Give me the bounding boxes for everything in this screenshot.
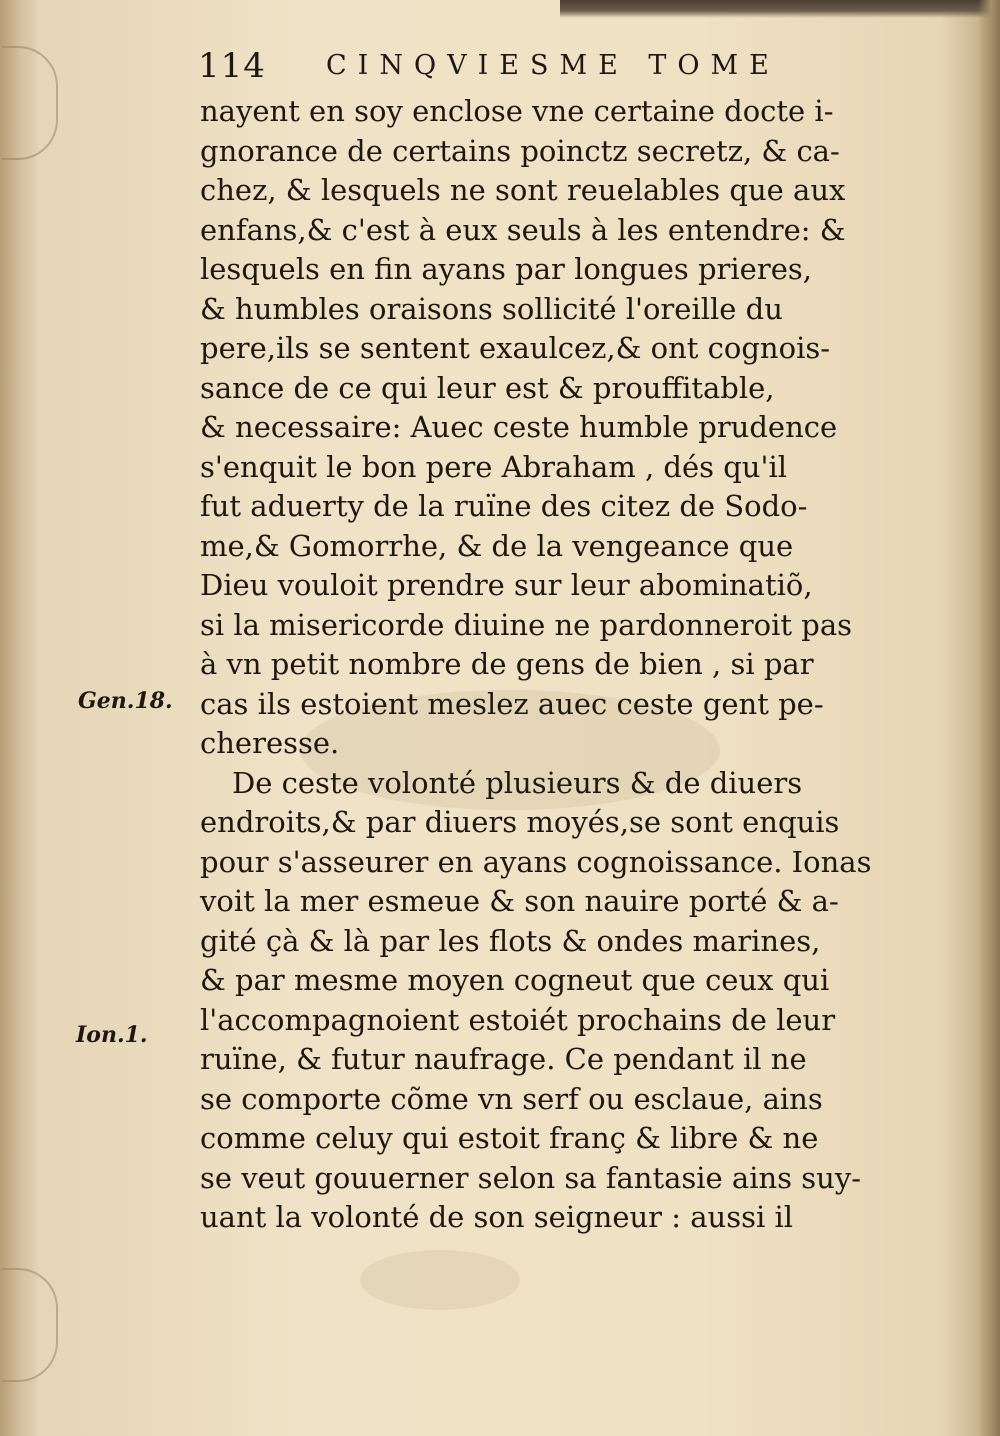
text-line: cas ils estoient meslez auec ceste gent pe- (200, 686, 824, 721)
text-line: ruïne, & futur naufrage. Ce pendant il ne (200, 1042, 807, 1076)
text-line: enfans,& c'est à eux seuls à les entendre: & (200, 212, 846, 247)
text-line: Dieu vouloit prendre sur leur abominatiõ, (200, 568, 813, 602)
text-line: gité çà & là par les flots & ondes marines, (200, 923, 821, 958)
marginal-note: Gen.18. (78, 688, 173, 714)
running-title: CINQVIESME TOME (326, 50, 780, 81)
text-line: me,& Gomorrhe, & de la vengeance que (200, 528, 794, 563)
body-text (200, 92, 900, 1238)
text-line: fut aduerty de la ruïne des citez de Sodo- (200, 489, 808, 523)
text-line: s'enquit le bon pere Abraham , dés qu'il (200, 449, 787, 484)
text-line: l'accompagnoient estoiét prochains de leur (200, 1002, 836, 1037)
marginal-note: Ion.1. (76, 1022, 148, 1048)
binding-shadow-bottom (2, 1268, 58, 1382)
text-line: pere,ils se sentent exaulcez,& ont cognois- (200, 331, 831, 365)
binding-shadow-top (2, 46, 58, 160)
text-line: & humbles oraisons sollicité l'oreille du (200, 291, 783, 326)
page-right-edge (978, 0, 1000, 1436)
running-head (198, 46, 798, 96)
text-line: voit la mer esmeue & son nauire porté & a- (200, 884, 839, 918)
text-line: uant la volonté de son seigneur : aussi il (200, 1200, 794, 1234)
text-line: nayent en soy enclose vne certaine docte i- (200, 94, 834, 128)
text-line: comme celuy qui estoit franç & libre & ne (200, 1121, 819, 1155)
text-line: lesquels en fin ayans par longues prieres, (200, 252, 812, 286)
text-line: si la misericorde diuine ne pardonneroit pas (200, 607, 852, 642)
text-line: & par mesme moyen cogneut que ceux qui (200, 963, 830, 997)
text-line: & necessaire: Auec ceste humble prudence (200, 410, 838, 444)
text-line: cheresse. (200, 726, 340, 760)
page-top-edge (560, 0, 1000, 18)
text-line: sance de ce qui leur est & prouffitable, (200, 370, 775, 405)
text-line: se comporte cõme vn serf ou esclaue, ains (200, 1081, 823, 1116)
paper-stain (360, 1250, 520, 1310)
page-number: 114 (198, 46, 266, 86)
text-line: pour s'asseurer en ayans cognoissance. Ionas (200, 844, 872, 879)
binding-gutter (0, 0, 38, 1436)
text-line: à vn petit nombre de gens de bien , si par (200, 647, 814, 681)
text-line: De ceste volonté plusieurs & de diuers (232, 765, 803, 800)
text-line: chez, & lesquels ne sont reuelables que aux (200, 173, 846, 207)
text-line: se veut gouuerner selon sa fantasie ains suy- (200, 1160, 862, 1195)
text-line: gnorance de certains poinctz secretz, & ca- (200, 133, 840, 168)
text-line: endroits,& par diuers moyés,se sont enquis (200, 805, 840, 839)
